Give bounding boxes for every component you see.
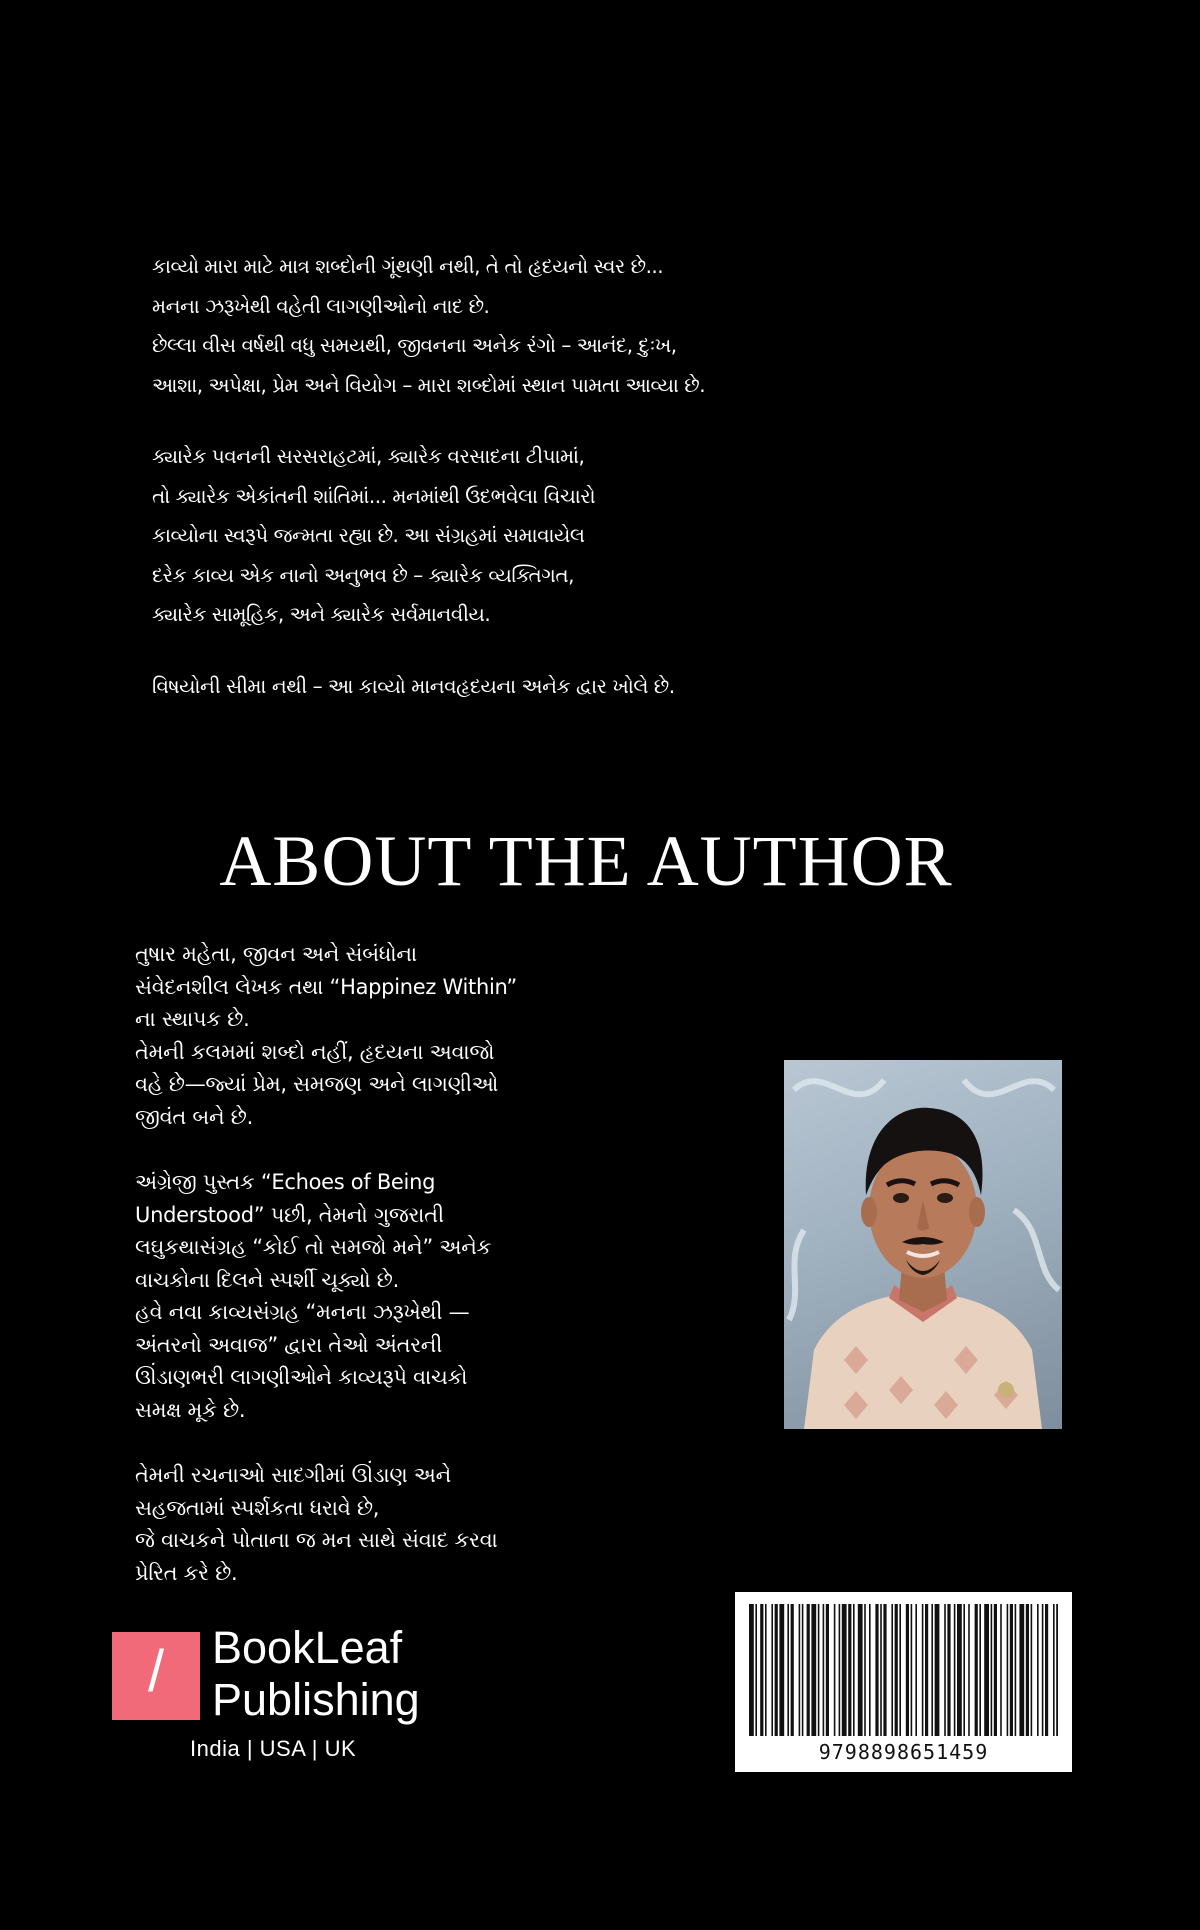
- barcode-bar: [915, 1604, 917, 1736]
- barcode-bar: [979, 1604, 981, 1736]
- publisher-logo-mark: [112, 1632, 200, 1720]
- barcode-bar: [991, 1604, 993, 1736]
- barcode-bar: [760, 1604, 763, 1736]
- barcode-bar: [779, 1604, 784, 1736]
- bio-line: અંતરનો અવાજ” દ્વારા તેઓ અંતરની: [135, 1332, 443, 1357]
- barcode-bar: [935, 1604, 940, 1736]
- blurb-paragraph-2: [152, 437, 612, 635]
- barcode-bar: [968, 1604, 970, 1736]
- barcode-bars: [749, 1604, 1058, 1736]
- blurb-line: તો ક્યારેક એકાંતની શાંતિમાં... મનમાંથી ઉદભવેલા વિચારો: [152, 483, 596, 508]
- barcode-bar: [834, 1604, 836, 1736]
- barcode-bar: [775, 1604, 778, 1736]
- about-the-author-heading: ABOUT THE AUTHOR: [219, 821, 953, 901]
- bio-line: તુષાર મહેતા, જીવન અને સંબંધોના: [135, 942, 417, 966]
- barcode-bar: [895, 1604, 898, 1736]
- bio-line: જીવંત બને છે.: [135, 1104, 253, 1129]
- barcode-bar: [811, 1604, 816, 1736]
- barcode-bar: [755, 1604, 757, 1736]
- author-bio: [135, 938, 595, 1622]
- barcode-bar: [802, 1604, 804, 1736]
- bio-line: વાચકોના દિલને સ્પર્શી ચૂક્યો છે.: [135, 1267, 399, 1292]
- blurb-paragraph-1: [152, 247, 706, 405]
- barcode-bar: [880, 1604, 882, 1736]
- barcode-bar: [839, 1604, 841, 1736]
- bio-line: સહજતામાં સ્પર્શકતા ધરાવે છે,: [135, 1495, 380, 1520]
- bio-line: અંગ્રેજી પુસ્તક “Echoes of Being: [135, 1170, 436, 1194]
- barcode-bar: [931, 1604, 933, 1736]
- barcode-bar: [883, 1604, 886, 1736]
- author-portrait-illustration: [784, 1060, 1062, 1429]
- barcode-bar: [807, 1604, 810, 1736]
- barcode-bar: [1031, 1604, 1033, 1736]
- barcode-bar: [984, 1604, 989, 1736]
- blurb-line: વિષયોની સીમા નથી – આ કાવ્યો માનવહૃદયના અનેક દ્વાર ખોલે છે.: [152, 673, 675, 698]
- barcode-bar: [823, 1604, 825, 1736]
- barcode-bar: [842, 1604, 847, 1736]
- bio-line: સમક્ષ મૂકે છે.: [135, 1397, 246, 1422]
- barcode-bar: [944, 1604, 946, 1736]
- publisher-name-line-1: BookLeaf: [212, 1622, 403, 1673]
- bio-paragraph-3: [135, 1459, 595, 1589]
- barcode-bar: [899, 1604, 901, 1736]
- bio-line: ના સ્થાપક છે.: [135, 1007, 250, 1031]
- barcode-bar: [869, 1604, 871, 1736]
- barcode-bar: [1042, 1604, 1044, 1736]
- blurb-line: ક્યારેક સામૂહિક, અને ક્યારેક સર્વમાનવીય.: [152, 602, 491, 626]
- blurb-line: કાવ્યો મારા માટે માત્ર શબ્દોની ગૂંથણી નથી, તે તો હૃદયનો સ્વર છે...: [152, 254, 664, 278]
- bio-line: જે વાચકને પોતાના જ મન સાથે સંવાદ કરવા: [135, 1528, 498, 1552]
- isbn-barcode: [735, 1592, 1072, 1772]
- barcode-bar: [1007, 1604, 1009, 1736]
- barcode-bar: [875, 1604, 878, 1736]
- isbn-number: 9798898651459: [818, 1740, 989, 1764]
- barcode-bar: [906, 1604, 909, 1736]
- barcode-bar: [848, 1604, 851, 1736]
- barcode-bar: [1015, 1604, 1017, 1736]
- barcode-bar: [771, 1604, 773, 1736]
- blurb-line: છેલ્લા વીસ વર્ષથી વધુ સમયથી, જીવનના અનેક રંગો – આનંદ, દુઃખ,: [152, 333, 677, 357]
- bio-line: Understood” પછી, તેમનો ગુજરાતી: [135, 1202, 444, 1227]
- barcode-bar: [765, 1604, 767, 1736]
- publisher-name: [212, 1622, 472, 1726]
- barcode-bar: [787, 1604, 789, 1736]
- blurb-line: કાવ્યોના સ્વરૂપે જન્મતા રહ્યા છે. આ સંગ્રહમાં સમાવાયેલ: [152, 523, 585, 547]
- barcode-bar: [1045, 1604, 1048, 1736]
- bio-line: સંવેદનશીલ લેખક તથા “Happinez Within”: [135, 974, 517, 999]
- blurb-line: દરેક કાવ્ય એક નાનો અનુભવ છે – ક્યારેક વ્યક્તિગત,: [152, 562, 575, 587]
- bio-line: વહે છે—જ્યાં પ્રેમ, સમજણ અને લાગણીઓ: [135, 1072, 499, 1096]
- barcode-bar: [1037, 1604, 1039, 1736]
- barcode-bar: [749, 1604, 754, 1736]
- blurb-line: મનના ઝરૂખેથી વહેતી લાગણીઓનો નાદ છે.: [152, 293, 490, 318]
- blurb-paragraph-3: [152, 667, 675, 707]
- barcode-bar: [791, 1604, 794, 1736]
- barcode-bar: [922, 1604, 924, 1736]
- back-cover-blurb: [152, 247, 706, 738]
- bio-paragraph-1: [135, 938, 595, 1133]
- barcode-bar: [891, 1604, 893, 1736]
- barcode-bar: [864, 1604, 866, 1736]
- barcode-bar: [975, 1604, 978, 1736]
- barcode-bar: [1019, 1604, 1024, 1736]
- publisher-name-line-2: Publishing: [212, 1674, 420, 1725]
- bio-line: લઘુકથાસંગ્રહ “કોઈ તો સમજો મને” અનેક: [135, 1235, 492, 1259]
- barcode-bar: [1000, 1604, 1002, 1736]
- bio-line: ઊંડાણભરી લાગણીઓને કાવ્યરૂપે વાચકો: [135, 1365, 468, 1389]
- barcode-bar: [826, 1604, 829, 1736]
- bio-line: પ્રેરિત કરે છે.: [135, 1560, 238, 1585]
- blurb-line: ક્યારેક પવનની સરસરાહટમાં, ક્યારેક વરસાદના ટીપામાં,: [152, 444, 585, 468]
- barcode-bar: [818, 1604, 820, 1736]
- barcode-bar: [954, 1604, 956, 1736]
- barcode-bar: [1056, 1604, 1058, 1736]
- author-photo: [784, 1060, 1062, 1429]
- barcode-bar: [994, 1604, 997, 1736]
- barcode-bar: [1010, 1604, 1013, 1736]
- blurb-line: આશા, અપેક્ષા, પ્રેમ અને વિયોગ – મારા શબ્દોમાં સ્થાન પામતા આવ્યા છે.: [152, 372, 706, 397]
- barcode-bar: [853, 1604, 855, 1736]
- bio-line: હવે નવા કાવ્યસંગ્રહ “મનના ઝરૂખેથી —: [135, 1300, 470, 1324]
- publisher-regions: India | USA | UK: [190, 1736, 357, 1761]
- barcode-bar: [957, 1604, 962, 1736]
- barcode-bar: [1026, 1604, 1029, 1736]
- barcode-bar: [925, 1604, 928, 1736]
- barcode-bar: [911, 1604, 913, 1736]
- barcode-bar: [963, 1604, 965, 1736]
- barcode-bar: [1053, 1604, 1055, 1736]
- barcode-bar: [858, 1604, 863, 1736]
- barcode-bar: [947, 1604, 950, 1736]
- bio-line: તેમની રચનાઓ સાદગીમાં ઊંડાણ અને: [135, 1463, 451, 1487]
- slash-icon: /: [147, 1639, 165, 1704]
- bio-line: તેમની કલમમાં શબ્દો નહીં, હૃદયના અવાજો: [135, 1039, 495, 1064]
- bio-paragraph-2: [135, 1166, 595, 1426]
- barcode-bar: [799, 1604, 801, 1736]
